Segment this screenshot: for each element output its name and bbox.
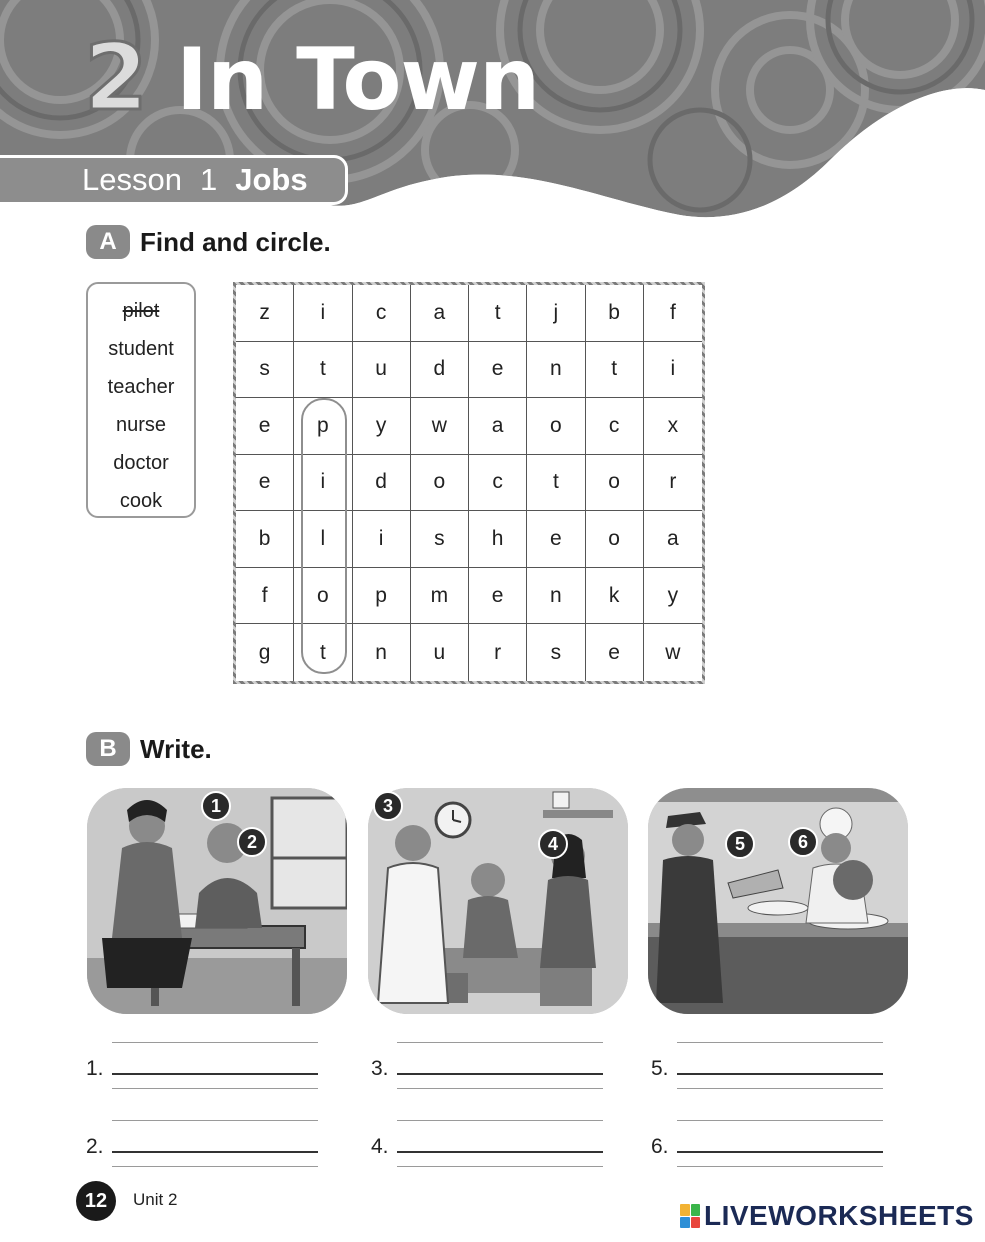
answer-4 bbox=[371, 1118, 603, 1176]
answer-number: 5. bbox=[651, 1057, 669, 1080]
grid-cell[interactable]: h bbox=[469, 511, 527, 568]
picture-badge: 3 bbox=[373, 791, 403, 821]
section-a-heading bbox=[86, 225, 331, 259]
answer-3 bbox=[371, 1040, 603, 1098]
section-a-letter: A bbox=[86, 225, 130, 259]
grid-cell[interactable]: o bbox=[586, 455, 644, 512]
word-bank-item: pilot bbox=[122, 300, 160, 322]
grid-cell[interactable]: k bbox=[586, 568, 644, 625]
grid-cell[interactable]: t bbox=[586, 342, 644, 399]
word-bank-item: doctor bbox=[113, 452, 169, 474]
lesson-tab bbox=[0, 155, 348, 205]
grid-cell[interactable]: o bbox=[527, 398, 585, 455]
answer-number: 3. bbox=[371, 1057, 389, 1080]
grid-cell[interactable]: c bbox=[469, 455, 527, 512]
brand-logo[interactable] bbox=[680, 1200, 974, 1232]
grid-cell[interactable]: y bbox=[353, 398, 411, 455]
grid-cell[interactable]: e bbox=[236, 398, 294, 455]
brand-squares-icon bbox=[680, 1204, 700, 1228]
grid-cell[interactable]: r bbox=[469, 624, 527, 681]
restaurant-illustration bbox=[648, 788, 908, 1014]
grid-cell[interactable]: d bbox=[411, 342, 469, 399]
lesson-title: Jobs bbox=[235, 162, 308, 197]
grid-cell[interactable]: r bbox=[644, 455, 702, 512]
grid-cell[interactable]: u bbox=[353, 342, 411, 399]
answer-line-3[interactable] bbox=[397, 1040, 603, 1098]
grid-cell[interactable]: p bbox=[353, 568, 411, 625]
answer-6 bbox=[651, 1118, 883, 1176]
grid-cell[interactable]: i bbox=[353, 511, 411, 568]
grid-cell[interactable]: z bbox=[236, 285, 294, 342]
grid-cell[interactable]: p bbox=[294, 398, 352, 455]
grid-cell[interactable]: o bbox=[294, 568, 352, 625]
grid-cell[interactable]: b bbox=[236, 511, 294, 568]
grid-cell[interactable]: t bbox=[469, 285, 527, 342]
word-bank-item: teacher bbox=[107, 376, 175, 398]
grid-cell[interactable]: e bbox=[469, 568, 527, 625]
section-b-heading bbox=[86, 732, 212, 766]
grid-cell[interactable]: w bbox=[411, 398, 469, 455]
answer-line-6[interactable] bbox=[677, 1118, 883, 1176]
grid-cell[interactable]: t bbox=[294, 624, 352, 681]
unit-title bbox=[84, 24, 540, 131]
answer-number: 2. bbox=[86, 1135, 104, 1158]
section-b-title: Write. bbox=[140, 733, 212, 764]
grid-cell[interactable]: n bbox=[527, 342, 585, 399]
grid-cell[interactable]: d bbox=[353, 455, 411, 512]
grid-cell[interactable]: s bbox=[411, 511, 469, 568]
picture-badge: 4 bbox=[538, 829, 568, 859]
unit-name: In Town bbox=[176, 30, 540, 130]
grid-cell[interactable]: a bbox=[644, 511, 702, 568]
grid-cell[interactable]: a bbox=[469, 398, 527, 455]
lesson-number: 1 bbox=[199, 162, 218, 197]
answer-line-4[interactable] bbox=[397, 1118, 603, 1176]
grid-cell[interactable]: c bbox=[353, 285, 411, 342]
grid-cell[interactable]: f bbox=[236, 568, 294, 625]
unit-number: 2 bbox=[84, 24, 147, 131]
grid-cell[interactable]: u bbox=[411, 624, 469, 681]
section-b-letter: B bbox=[86, 732, 130, 766]
grid-cell[interactable]: g bbox=[236, 624, 294, 681]
grid-cell[interactable]: w bbox=[665, 640, 681, 664]
answer-number: 1. bbox=[86, 1057, 104, 1080]
grid-cell[interactable]: m bbox=[411, 568, 469, 625]
word-bank-item: student bbox=[108, 338, 174, 360]
footer-unit-label: Unit 2 bbox=[133, 1190, 178, 1209]
answer-1 bbox=[86, 1040, 318, 1098]
grid-cell[interactable]: s bbox=[527, 624, 585, 681]
grid-cell[interactable]: n bbox=[527, 568, 585, 625]
clinic-illustration bbox=[368, 788, 628, 1014]
word-bank-item: nurse bbox=[115, 414, 167, 436]
example-circle-pilot bbox=[301, 398, 347, 674]
grid-cell[interactable]: b bbox=[586, 285, 644, 342]
grid-cell[interactable]: x bbox=[644, 398, 702, 455]
grid-cell[interactable]: s bbox=[236, 342, 294, 399]
grid-cell[interactable]: e bbox=[527, 511, 585, 568]
grid-cell[interactable]: o bbox=[411, 455, 469, 512]
grid-cell[interactable]: i bbox=[294, 455, 352, 512]
picture-badge: 2 bbox=[237, 827, 267, 857]
grid-cell[interactable]: i bbox=[644, 342, 702, 399]
answer-line-2[interactable] bbox=[112, 1118, 318, 1176]
answer-5 bbox=[651, 1040, 883, 1098]
grid-cell[interactable]: y bbox=[644, 568, 702, 625]
word-bank bbox=[86, 282, 196, 518]
picture-teacher-student bbox=[87, 788, 347, 1014]
brand-name: LIVEWORKSHEETS bbox=[704, 1200, 974, 1231]
grid-cell[interactable]: o bbox=[586, 511, 644, 568]
answer-line-5[interactable] bbox=[677, 1040, 883, 1098]
grid-cell[interactable]: e bbox=[236, 455, 294, 512]
grid-cell[interactable]: e bbox=[586, 624, 644, 681]
grid-cell[interactable]: t bbox=[527, 455, 585, 512]
answer-number: 6. bbox=[651, 1135, 669, 1158]
section-a-title: Find and circle. bbox=[140, 226, 331, 257]
grid-cell[interactable]: j bbox=[527, 285, 585, 342]
grid-cell[interactable]: a bbox=[411, 285, 469, 342]
picture-badge: 1 bbox=[201, 791, 231, 821]
word-bank-item: cook bbox=[119, 490, 163, 512]
answer-line-1[interactable] bbox=[112, 1040, 318, 1098]
answer-2 bbox=[86, 1118, 318, 1176]
grid-cell[interactable]: i bbox=[294, 285, 352, 342]
picture-badge: 6 bbox=[788, 827, 818, 857]
picture-doctor-nurse bbox=[368, 788, 628, 1014]
picture-badge: 5 bbox=[725, 829, 755, 859]
grid-cell[interactable]: n bbox=[353, 624, 411, 681]
page-number-badge: 12 bbox=[76, 1181, 116, 1221]
answer-number: 4. bbox=[371, 1135, 389, 1158]
grid-cell[interactable]: f bbox=[644, 285, 702, 342]
grid-cell[interactable]: c bbox=[586, 398, 644, 455]
grid-cell[interactable]: l bbox=[294, 511, 352, 568]
lesson-label: Lesson bbox=[82, 162, 182, 197]
grid-cell[interactable]: e bbox=[469, 342, 527, 399]
picture-pilot-cook bbox=[648, 788, 908, 1014]
classroom-illustration bbox=[87, 788, 347, 1014]
grid-cell[interactable]: t bbox=[294, 342, 352, 399]
